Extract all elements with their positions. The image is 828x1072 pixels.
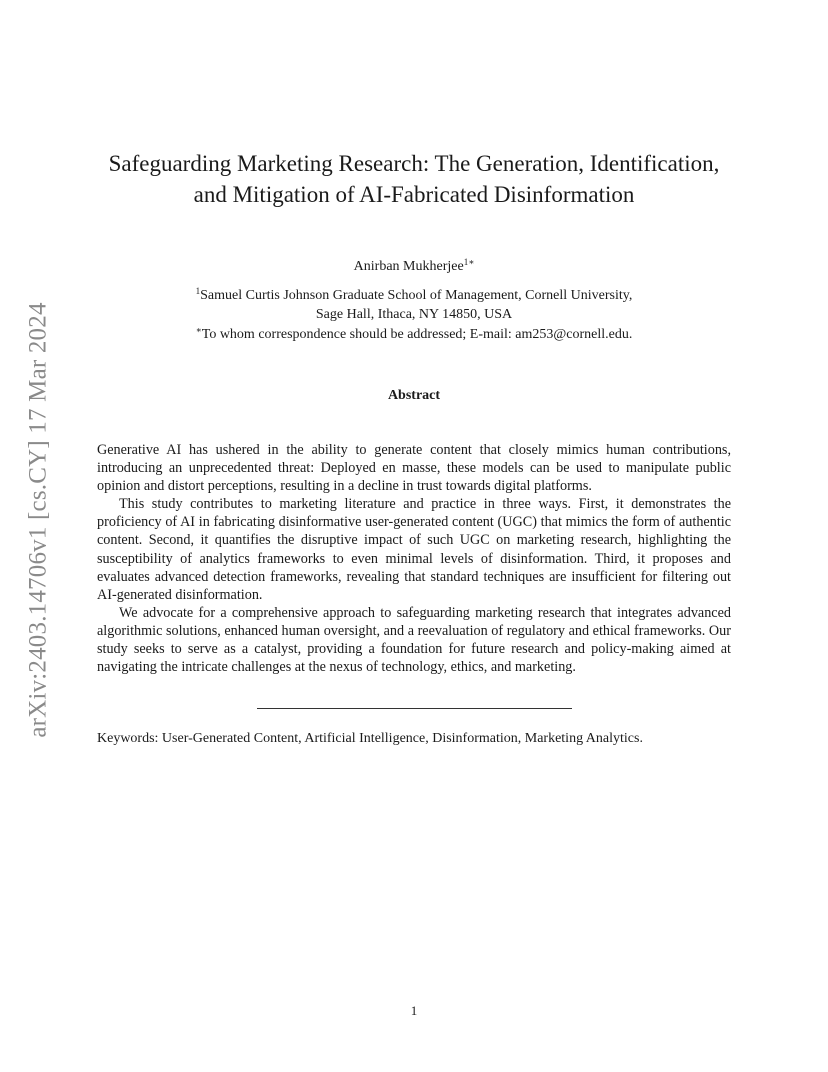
keywords-line: Keywords: User-Generated Content, Artificial Intelligence, Disinformation, Marketing Analytics. <box>97 731 643 746</box>
paper-title-line-2: and Mitigation of AI-Fabricated Disinformation <box>193 182 635 207</box>
correspondence-note <box>0 327 828 343</box>
author-line <box>0 259 828 275</box>
affiliation-line-2: Sage Hall, Ithaca, NY 14850, USA <box>315 307 513 322</box>
abstract-paragraph-3: We advocate for a comprehensive approach to safeguarding marketing research that integrates advanced algorithmic solutions, enhanced human oversight, and a reevaluation of regulatory and ethical frameworks. Our study seeks to serve as a catalyst, providing a foundation for future research and policy-making aimed at navigating the intricate challenges at the nexus of technology, ethics, and marketing. <box>97 604 731 676</box>
author-affiliation-marks: 1∗ <box>463 257 475 267</box>
arxiv-identifier-text: arXiv:2403.14706v1 [cs.CY] 17 Mar 2024 <box>25 302 53 738</box>
author-name: Anirban Mukherjee <box>353 259 464 274</box>
abstract-paragraph-2: This study contributes to marketing literature and practice in three ways. First, it demonstrates the proficiency of AI in fabricating disinformative user-generated content (UGC) that mimics the form of authentic content. Second, it quantifies the disruptive impact of such UGC on marketing research, highlighting the susceptibility of analytics frameworks to even minimal levels of disinformation. Third, it proposes and evaluates advanced detection frameworks, revealing that standard techniques are insufficient for filtering out AI-generated disinformation. <box>97 496 731 603</box>
paper-title <box>60 148 768 210</box>
arxiv-identifier-stamp <box>21 282 57 758</box>
abstract-heading: Abstract <box>387 388 441 403</box>
abstract-body <box>97 441 731 676</box>
section-divider <box>257 708 572 709</box>
affiliation-mark: 1 <box>195 286 201 296</box>
affiliation-line-1 <box>0 286 828 305</box>
correspondence-mark: ∗ <box>195 325 202 335</box>
author-affiliation <box>0 286 828 324</box>
abstract-paragraph-1: Generative AI has ushered in the ability to generate content that closely mimics human contributions, introducing an unprecedented threat: Deployed en masse, these models can be used to manipulate public opinion and distort perceptions, resulting in a decline in trust towards digital platforms. <box>97 442 731 495</box>
page-number: 1 <box>410 1003 418 1018</box>
correspondence-text: To whom correspondence should be addressed; E-mail: am253@cornell.edu. <box>201 327 633 342</box>
affiliation-line-1-text: Samuel Curtis Johnson Graduate School of Management, Cornell University, <box>200 288 633 303</box>
paper-title-line-1: Safeguarding Marketing Research: The Generation, Identification, <box>108 151 720 176</box>
